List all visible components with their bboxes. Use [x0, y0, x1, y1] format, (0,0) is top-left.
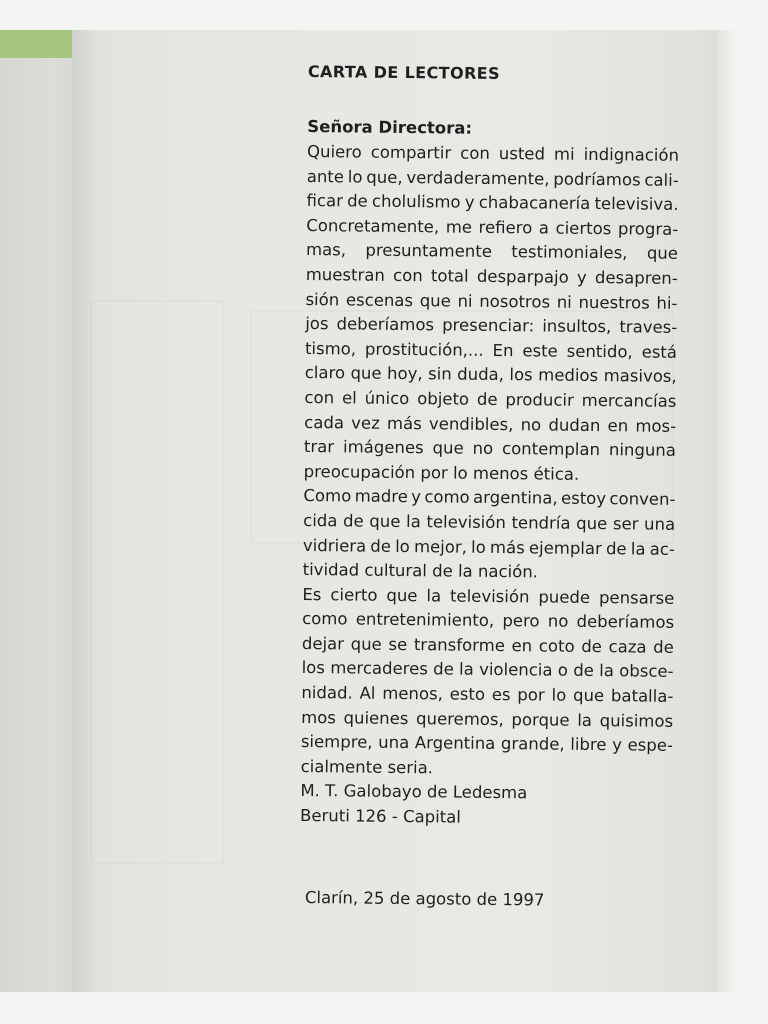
- letter-line: sión escenas que ni nosotros ni nuestros hi-: [305, 289, 678, 313]
- letter-line: jos deberíamos presenciar: insultos, traves-: [305, 314, 678, 338]
- letter-line: preocupación por lo menos ética.: [303, 461, 580, 484]
- letter-line: Concretamente, me refiero a ciertos progra-: [306, 215, 679, 239]
- show-through-box: [90, 300, 224, 864]
- section-heading: CARTA DE LECTORES: [307, 62, 501, 84]
- letter-line: Como madre y como argentina, estoy conven-: [303, 486, 676, 510]
- letter-line: cada vez más vendibles, no dudan en mos-: [304, 412, 677, 436]
- letter-line: dejar que se transforme en coto de caza de: [301, 633, 674, 657]
- letter-line: vidriera de lo mejor, lo más ejemplar de la ac-: [302, 535, 675, 559]
- letter-text-block: [300, 62, 680, 832]
- letter-line: cida de que la televisión tendría que ser una: [303, 510, 676, 534]
- page-edge: [716, 30, 738, 992]
- letter-line: tismo, prostitución,... En este sentido, está: [304, 338, 678, 362]
- green-tab-marker: [0, 30, 72, 58]
- letter-line: muestran con total desparpajo y desapren-: [305, 264, 678, 288]
- letter-line: mas, presuntamente testimoniales, que: [305, 240, 679, 264]
- signature-address: Beruti 126 - Capital: [300, 805, 462, 827]
- letter-line: tividad cultural de la nación.: [302, 560, 539, 582]
- letter-line: Quiero compartir con usted mi indignación: [306, 141, 680, 165]
- letter-line: ante lo que, verdaderamente, podríamos cali-: [306, 166, 679, 190]
- letter-line: siempre, una Argentina grande, libre y espe-: [300, 732, 673, 756]
- letter-line: mos quienes queremos, porque la quisimos: [301, 707, 674, 731]
- letter-line: como entretenimiento, pero no deberíamos: [302, 609, 675, 633]
- letter-line: con el único objeto de producir mercancías: [304, 387, 677, 411]
- letter-line: Es cierto que la televisión puede pensarse: [302, 584, 675, 608]
- letter-line: cialmente seria.: [300, 756, 434, 778]
- table-surface: [738, 0, 768, 1024]
- letter-line: ficar de cholulismo y chabacanería televisiva.: [306, 191, 679, 215]
- signature-name: M. T. Galobayo de Ledesma: [300, 781, 528, 803]
- source-citation: Clarín, 25 de agosto de 1997: [304, 888, 545, 910]
- letter-body: [300, 140, 679, 783]
- letter-line: trar imágenes que no contemplan ninguna: [303, 437, 677, 460]
- salutation: Señora Directora:: [307, 116, 473, 138]
- letter-line: los mercaderes de la violencia o de la obsce-: [301, 658, 674, 682]
- letter-line: nidad. Al menos, esto es por lo que batalla-: [301, 683, 674, 706]
- letter-line: claro que hoy, sin duda, los medios masivos,: [304, 363, 677, 387]
